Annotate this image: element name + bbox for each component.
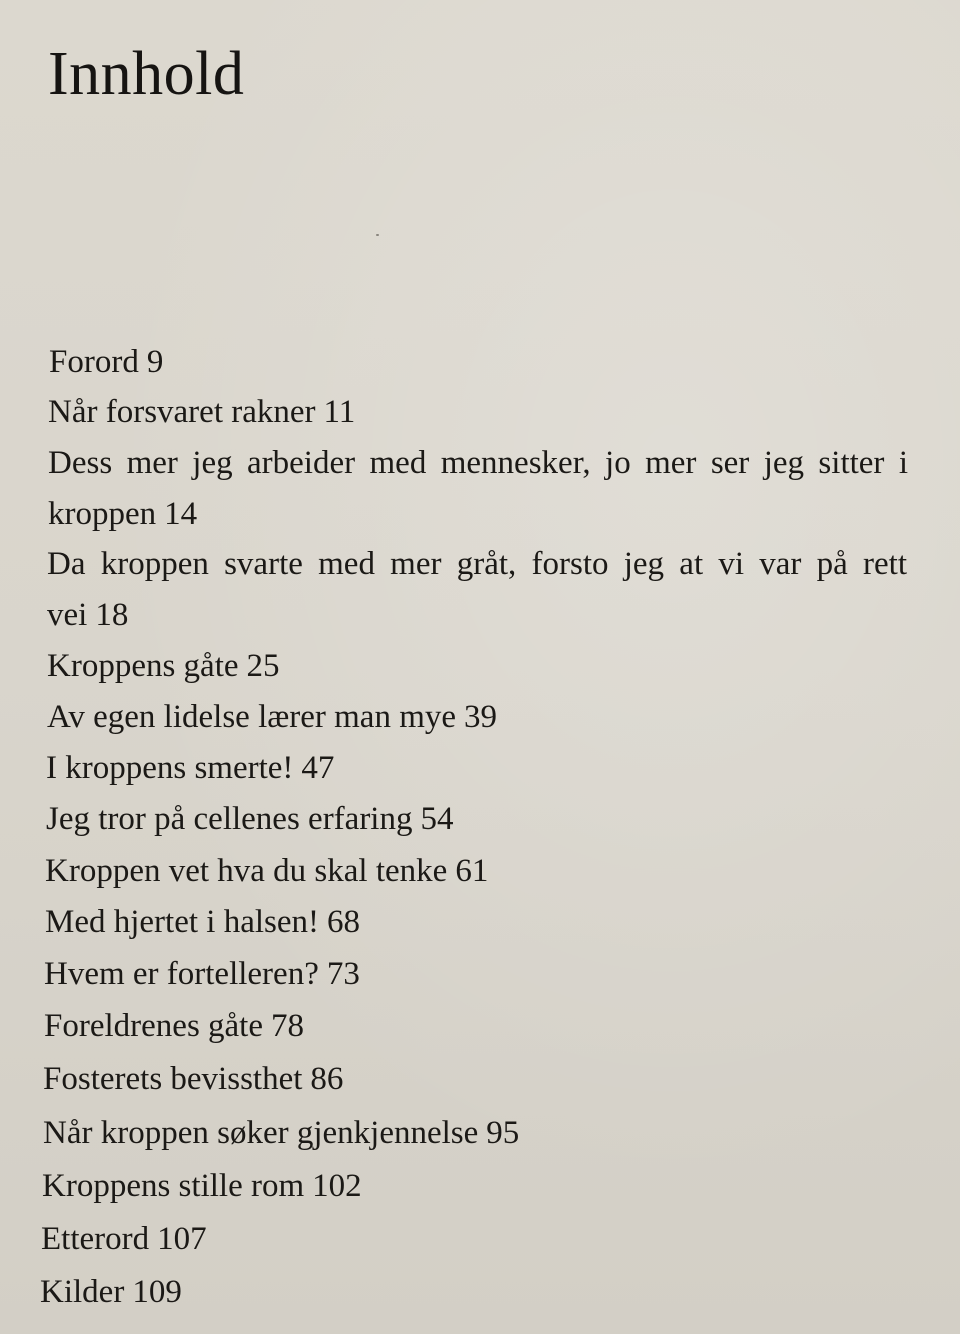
toc-entry-page: 102 <box>312 1168 362 1204</box>
toc-entry-title: Av egen lidelse lærer man mye <box>47 699 457 735</box>
toc-entry <box>43 1112 519 1154</box>
toc-entry-page: 78 <box>271 1008 304 1044</box>
toc-entry <box>40 1271 182 1313</box>
toc-entry-page: 107 <box>157 1221 207 1257</box>
toc-entry <box>45 901 360 943</box>
toc-entry-title: Hvem er fortelleren? <box>44 956 319 992</box>
toc-entry-title-line1: Dess mer jeg arbeider med mennesker, jo mer ser jeg sitter i <box>48 445 908 481</box>
toc-entry-title: Forord <box>49 344 139 380</box>
toc-entry <box>44 953 360 995</box>
toc-entry-title-line2: vei <box>47 597 88 633</box>
toc-entry-title: Kroppen vet hva du skal tenke <box>45 853 448 889</box>
toc-entry-page: 25 <box>246 648 280 684</box>
page-title: Innhold <box>48 40 245 108</box>
toc-entry <box>47 645 280 687</box>
toc-entry <box>48 391 355 433</box>
paper-speck <box>376 234 379 236</box>
toc-entry <box>47 543 907 645</box>
toc-entry-page: 47 <box>301 750 335 786</box>
toc-entry-page: 11 <box>323 394 356 430</box>
toc-entry <box>46 747 334 789</box>
toc-entry-page: 9 <box>146 344 164 380</box>
toc-entry <box>49 341 163 383</box>
toc-entry <box>45 850 488 892</box>
toc-entry-title: Når forsvaret rakner <box>48 394 316 430</box>
toc-entry-title-line2: kroppen <box>48 496 157 532</box>
toc-entry <box>47 696 497 738</box>
toc-entry-title: Med hjertet i halsen! <box>45 904 319 940</box>
toc-entry-page: 68 <box>327 904 360 940</box>
toc-entry-title: Jeg tror på cellenes erfaring <box>46 801 413 837</box>
toc-entry-page: 109 <box>132 1274 182 1310</box>
toc-entry-page: 39 <box>464 699 498 735</box>
toc-entry-page: 95 <box>486 1115 520 1151</box>
toc-entry-title: Fosterets bevissthet <box>43 1061 303 1097</box>
toc-entry <box>48 442 908 544</box>
toc-entry-page: 18 <box>95 597 129 633</box>
toc-entry-title: Kroppens gåte <box>47 648 239 684</box>
toc-entry-page: 14 <box>164 496 198 532</box>
toc-entry-title-line1: Da kroppen svarte med mer gråt, forsto jeg at vi var på rett <box>47 546 907 582</box>
toc-entry-title: I kroppens smerte! <box>46 750 294 786</box>
toc-entry-title: Kroppens stille rom <box>42 1168 305 1204</box>
toc-entry-title: Foreldrenes gåte <box>44 1008 263 1044</box>
toc-entry-page: 73 <box>326 956 360 992</box>
toc-entry-title: Når kroppen søker gjenkjennelse <box>43 1115 479 1151</box>
toc-entry <box>44 1005 304 1047</box>
toc-entry-page: 61 <box>455 853 489 889</box>
toc-entry <box>46 798 453 840</box>
toc-entry-page: 54 <box>420 801 454 837</box>
toc-entry <box>42 1165 362 1207</box>
toc-entry-page: 86 <box>310 1061 344 1097</box>
toc-entry <box>41 1218 207 1260</box>
toc-entry-title: Etterord <box>41 1221 150 1257</box>
toc-entry-title: Kilder <box>40 1274 125 1310</box>
toc-entry <box>43 1058 343 1100</box>
